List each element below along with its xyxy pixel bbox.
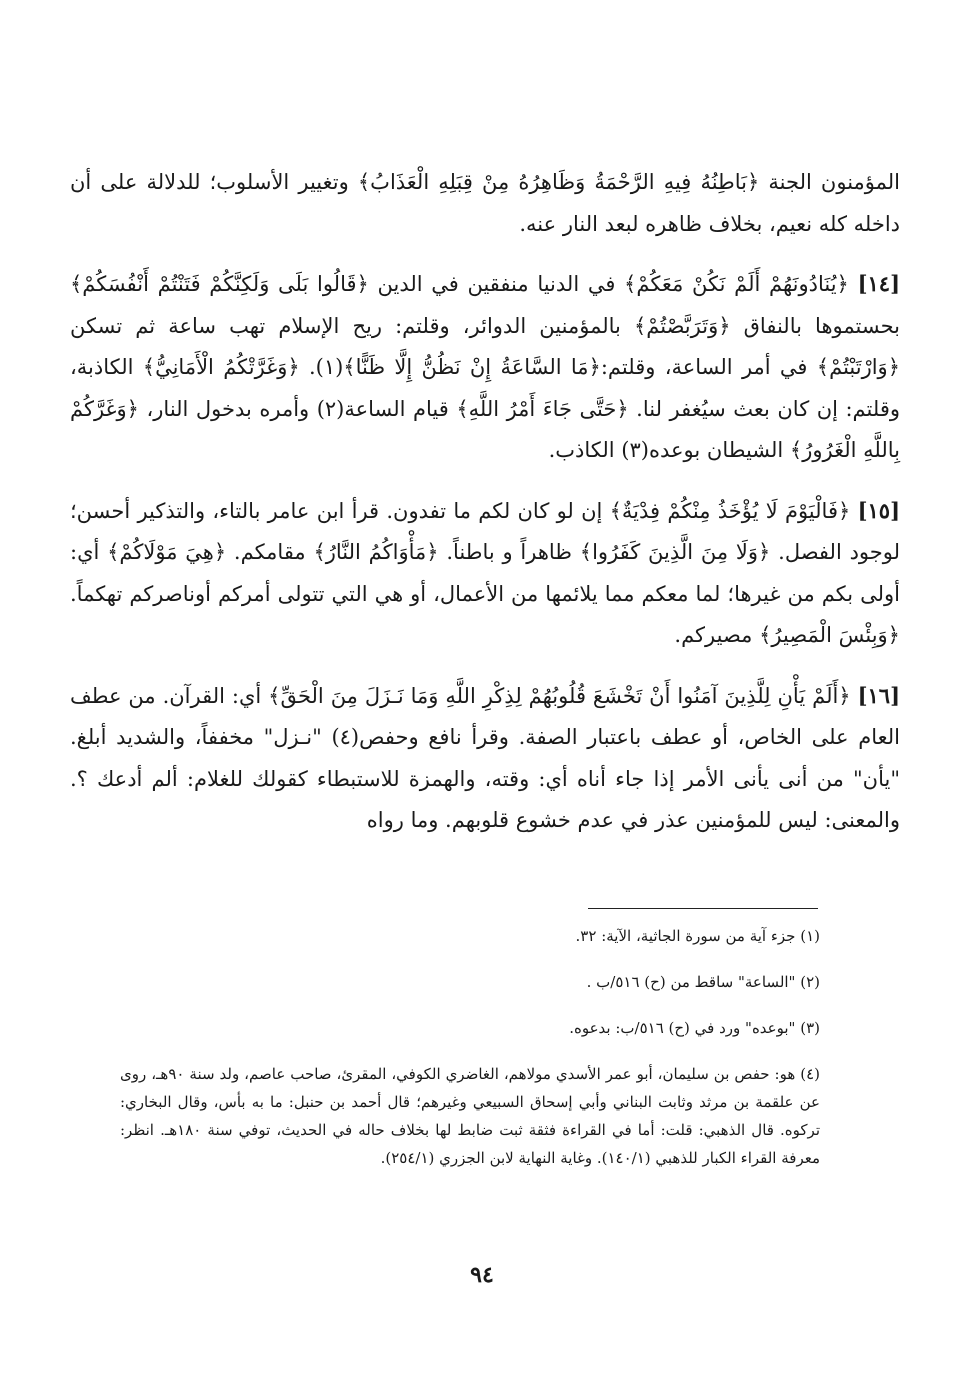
verse-number: [١٥] [857,497,900,523]
paragraph-text: ﴿فَالْيَوْمَ لَا يُؤْخَذُ مِنْكُمْ فِدْيَةٌ﴾ إن لو كان لكم ما تفدون. قرأ ابن عامر بالتاء، والتذكير أحسن؛ لوجود الفصل. ﴿وَلَا مِنَ الَّذِينَ كَفَرُوا﴾ ظاهراً و باطناً. ﴿مَأْوَاكُمُ النَّارُ﴾ مقامكم. ﴿هِيَ مَوْلَاكُمْ﴾ أي: أولى بكم من غيرها؛ لما معكم مما يلائمها من الأعمال، أو هي التي تتولى أمركم أوناصركم تهكماً. ﴿وَبِئْسَ الْمَصِيرُ﴾ مصيركم. [70,498,900,647]
paragraph-text: ﴿أَلَمْ يَأْنِ لِلَّذِينَ آمَنُوا أَنْ تَخْشَعَ قُلُوبُهُمْ لِذِكْرِ اللَّهِ وَمَا نَـزَلَ مِنَ الْحَقِّ﴾ أي: القرآن. من عطف العام على الخاص، أو عطف باعتبار الصفة. وقرأ نافع وحفص(٤) "نـزل" مخففاً، والشديد أبلغ. "يأن" من أنى يأنى الأمر إذا جاء أناه أي: وقته، والهمزة للاستبطاء كقولك للغلام: ألم أدعك ؟. والمعنى: ليس للمؤمنين عذر في عدم خشوع قلوبهم. وما رواه [70,683,900,832]
paragraph-16 [70,675,900,842]
footnote-divider [588,908,818,909]
footnote-2: (٢) "الساعة" ساقط من (ح) ٥١٦/ب . [586,973,820,991]
main-text [70,162,900,842]
paragraph-14 [70,263,900,472]
paragraph-text: ﴿يُنَادُونَهُمْ أَلَمْ نَكُنْ مَعَكُمْ﴾ في الدنيا منفقين في الدين ﴿قَالُوا بَلَى وَلَكِنَّكُمْ فَتَنْتُمْ أَنْفُسَكُمْ﴾ بحستموها بالنفاق ﴿وَتَرَبَّصْتُمْ﴾ بالمؤمنين الدوائر، وقلتم: ريح الإسلام تهب ساعة ثم تسكن ﴿وَارْتَبْتُمْ﴾ في أمر الساعة، وقلتم:﴿مَا السَّاعَةُ إِنْ نَظُنُّ إِلَّا ظَنًّا﴾(١). ﴿وَغَرَّتْكُمُ الْأَمَانِيُّ﴾ الكاذبة، وقلتم: إن كان بعث سيُغفر لنا. ﴿حَتَّى جَاءَ أَمْرُ اللَّهِ﴾ قيام الساعة(٢) وأمره بدخول النار، ﴿وَغَرَّكُمْ بِاللَّهِ الْغَرُورُ﴾ الشيطان بوعده(٣) الكاذب. [70,272,901,462]
verse-number: [١٤] [857,271,900,296]
footnote-1: (١) جزء آية من سورة الجاثية، الآية: ٣٢. [575,927,820,945]
paragraph-text: المؤمنون الجنة ﴿بَاطِنُهُ فِيهِ الرَّحْمَةُ وَظَاهِرُهُ مِنْ قِبَلِهِ الْعَذَابُ﴾ وتغيير الأسلوب؛ للدلالة على أن داخله كله نعيم، بخلاف ظاهره لبعد النار عنه. [70,170,900,236]
footnote-4: (٤) هو: حفص بن سليمان، أبو عمر الأسدي مولاهم، الغاضري الكوفي، المقرئ، صاحب عاصم، ولد سنة ٩٠هـ، روى عن علقمة بن مرثد وثابت البناني وأبي إسحاق السبيعي وغيرهم؛ قال أحمد بن حنبل: ما به بأس، وقال البخاري: تركوه. قال الذهبي: قلت: أما في القراءة فثقة ثبت ضابط لها بخلاف حاله في الحديث، توفي سنة ١٨٠هـ. انظر: معرفة القراء الكبار للذهبي (١٤٠/١). وغاية النهاية لابن الجزري (٢٥٤/١). [120,1065,820,1167]
paragraph-15 [70,490,900,657]
verse-number: [١٦] [857,682,900,708]
page-number: ٩٤ [470,1262,494,1288]
footnotes [120,922,820,1190]
footnote-3: (٣) "بوعده" ورد في (ح) ٥١٦/ب: بدعوه. [569,1019,820,1037]
paragraph-intro [70,162,900,245]
